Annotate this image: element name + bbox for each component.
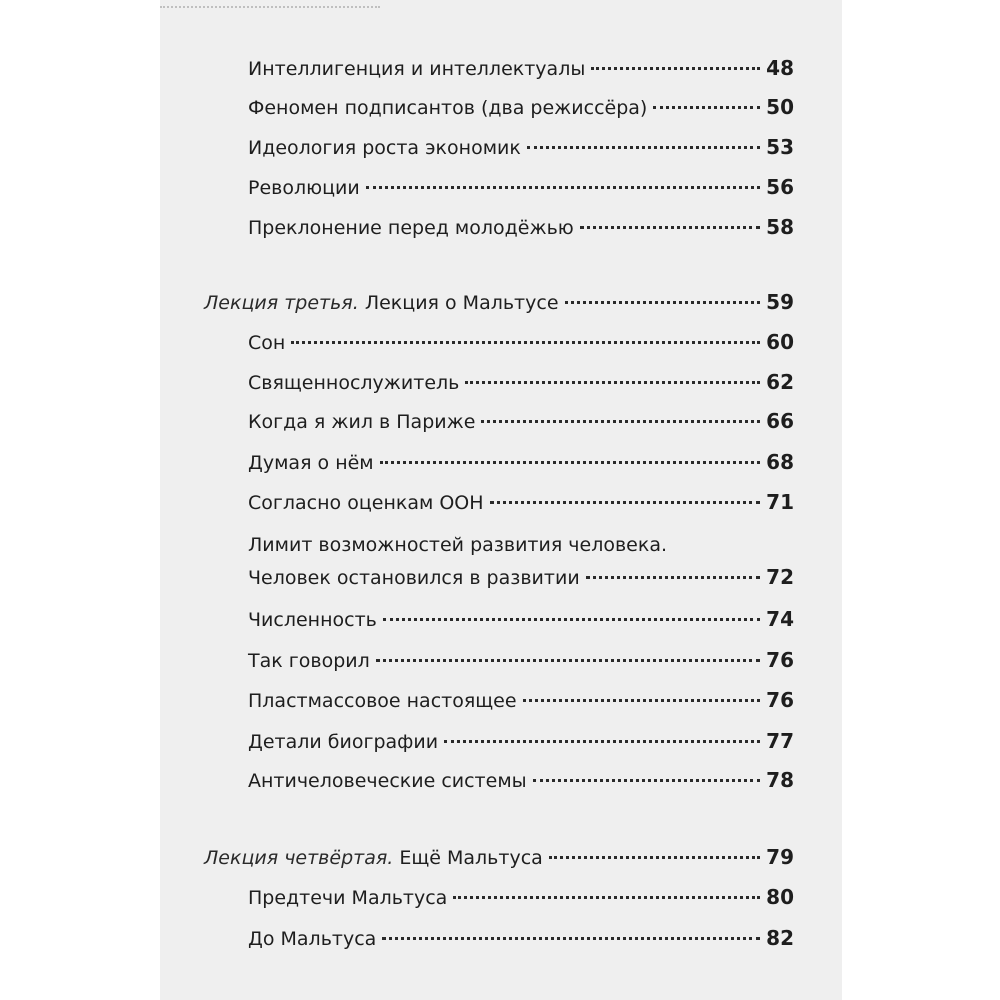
toc-entry [248,215,794,240]
toc-entry-title: Согласно оценкам ООН [248,492,484,514]
toc-entry-page: 62 [766,370,794,394]
dot-leader [380,461,761,464]
toc-entry-title: Думая о нём [248,452,374,474]
toc-entry-title: Пластмассовое настоящее [248,690,517,712]
toc-entry-title: Детали биографии [248,731,439,753]
dot-leader [523,699,761,702]
dot-leader [533,779,761,782]
dot-leader [527,146,760,149]
toc-entry-page: 80 [766,885,794,909]
toc-lecture-title-wrap [204,291,559,315]
toc-entry [248,729,794,754]
dot-leader [383,618,760,621]
toc-entry [248,95,794,120]
dot-leader [565,301,761,304]
toc-entry [248,409,794,434]
toc-entry-title: Феномен подписантов (два режиссёра) [248,97,648,119]
toc-entry-page: 59 [766,290,794,314]
toc-entry-title: Так говорил [248,650,370,672]
toc-lecture-title-wrap [204,846,543,870]
dot-leader [549,856,760,859]
dot-leader [366,186,760,189]
dot-leader [444,740,760,743]
toc-lecture-heading [204,290,794,315]
toc-entry-title-line1: Лимит возможностей развития человека. [248,534,668,556]
toc-entry-title: Когда я жил в Париже [248,411,476,433]
book-page [160,0,842,1000]
toc-entry-page: 71 [766,490,794,514]
toc-entry-page: 58 [766,215,794,239]
toc-entry [248,490,794,515]
top-edge-scrap [160,0,380,8]
toc-entry-page: 66 [766,409,794,433]
lecture-number: Лекция четвёртая. [204,847,394,869]
toc-entry-title: Предтечи Мальтуса [248,887,448,909]
toc-entry-title: Священнослужитель [248,372,460,394]
toc-entry-title-line2: Человек остановился в развитии [248,567,580,589]
toc-entry [248,607,794,632]
toc-entry-page: 50 [766,95,794,119]
toc-entry-page: 79 [766,845,794,869]
toc-entry [248,370,794,395]
toc-entry-page: 76 [766,688,794,712]
lecture-title: Ещё Мальтуса [399,847,543,869]
toc-entry [248,450,794,475]
toc-entry-title: Античеловеческие системы [248,770,527,792]
dot-leader [376,659,760,662]
dot-leader [653,106,760,109]
toc-entry-page: 60 [766,330,794,354]
toc-entry-title: Интеллигенция и интеллектуалы [248,58,586,80]
toc-entry [248,135,794,160]
lecture-title: Лекция о Мальтусе [364,292,559,314]
dot-leader [481,420,760,423]
toc-entry [248,768,794,793]
toc-entry [248,648,794,673]
dot-leader [465,381,760,384]
toc-entry-page: 74 [766,607,794,631]
dot-leader [291,341,760,344]
toc-entry-page: 56 [766,175,794,199]
toc-entry-page: 48 [766,56,794,80]
toc-entry-page: 53 [766,135,794,159]
toc-entry-page: 78 [766,768,794,792]
toc-entry-title: Численность [248,609,377,631]
lecture-number: Лекция третья. [204,292,359,314]
toc-entry [248,565,794,590]
toc-entry-title: Преклонение перед молодёжью [248,217,574,239]
toc-entry-title: Революции [248,177,360,199]
toc-entry [248,330,794,355]
toc-entry-page: 77 [766,729,794,753]
dot-leader [453,896,760,899]
toc-entry-page: 68 [766,450,794,474]
dot-leader [382,937,760,940]
toc-entry-title: Идеология роста экономик [248,137,521,159]
toc-lecture-heading [204,845,794,870]
toc-entry [248,175,794,200]
dot-leader [591,67,760,70]
toc-entry [248,688,794,713]
toc-entry [248,885,794,910]
toc-entry [248,926,794,951]
toc-entry-page: 82 [766,926,794,950]
toc-entry-page: 72 [766,565,794,589]
dot-leader [580,226,760,229]
dot-leader [490,501,761,504]
toc-entry-title: Сон [248,332,286,354]
toc-entry [248,56,794,81]
toc-entry-page: 76 [766,648,794,672]
dot-leader [586,576,760,579]
toc-entry-title: До Мальтуса [248,928,377,950]
